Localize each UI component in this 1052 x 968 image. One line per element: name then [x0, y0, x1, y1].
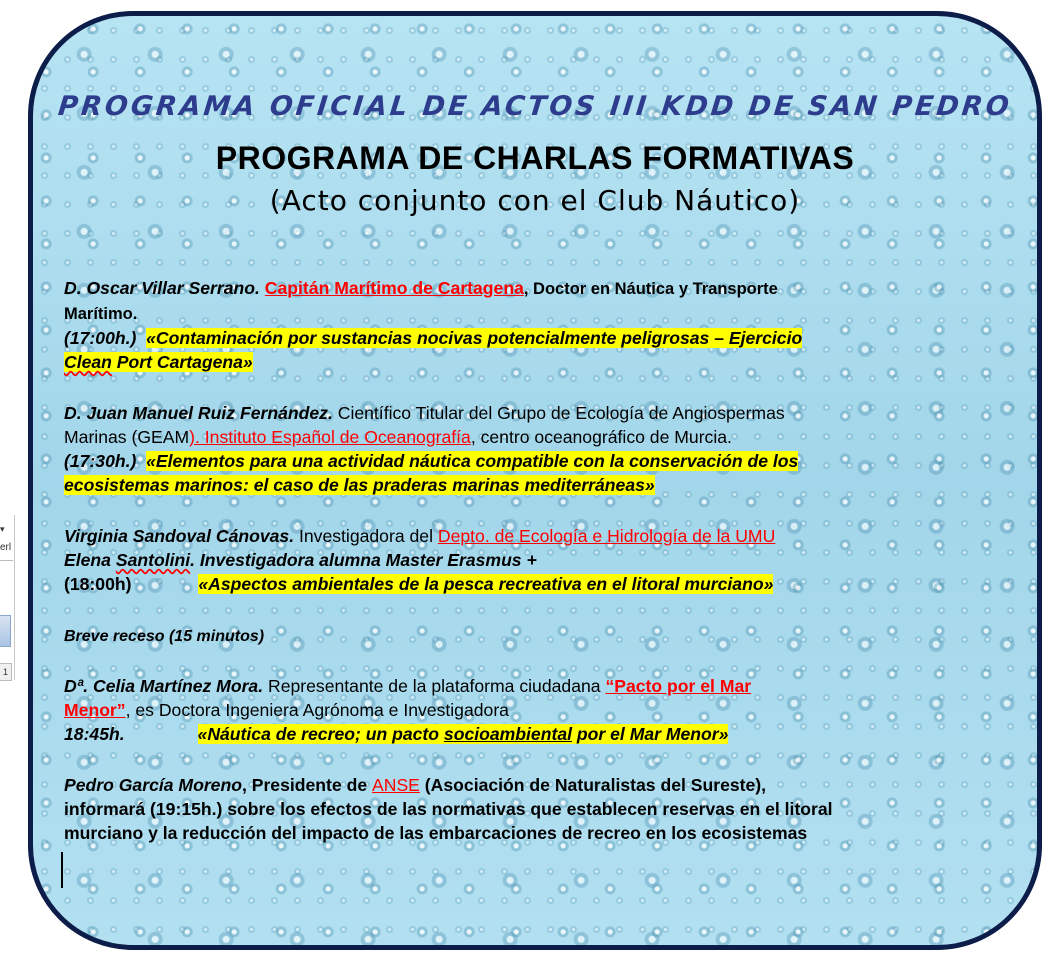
talk-3-speaker-b2: Santolini — [115, 550, 191, 570]
divider — [0, 560, 13, 561]
talk-2 — [64, 401, 1024, 497]
talk-3-speaker-b1: Elena — [64, 550, 116, 570]
page-number-box[interactable]: 1 — [0, 663, 12, 681]
talk-3-time: (18:00h) — [64, 574, 132, 594]
talk-3-org-link[interactable]: Depto. de Ecología e Hidrología de la UMU — [437, 526, 776, 546]
talk-4-role-b: , es Doctora Ingeniera Agrónoma e Investigadora — [125, 700, 509, 720]
talk-5-speaker: Pedro García Moreno — [64, 775, 242, 795]
talk-4-role-a: Representante de la plataforma ciudadana — [263, 676, 606, 696]
talk-2-time: (17:30h.) — [64, 451, 137, 471]
program-main-title: PROGRAMA OFICIAL DE ACTOS III KDD DE SAN PEDRO — [56, 91, 1014, 122]
program-panel — [28, 11, 1042, 950]
talk-2-role-b: Marinas (GEAM — [64, 427, 190, 447]
talk-3 — [64, 524, 1024, 596]
talk-1-title-b-spell: Clean — [64, 352, 112, 372]
break-text: Breve receso (15 minutos) — [64, 628, 265, 645]
talk-1-speaker: D. Oscar Villar Serrano. — [64, 278, 260, 298]
talk-4-speaker: Dª. Celia Martínez Mora. — [64, 676, 264, 696]
talk-1-time: (17:00h.) — [64, 328, 137, 348]
talk-1-org-link[interactable]: Capitán Marítimo de Cartagena — [264, 278, 524, 298]
talk-4-org-link-a[interactable]: “Pacto por el Mar — [605, 676, 752, 696]
talk-3-role-b: . Investigadora alumna Master Erasmus + — [190, 550, 537, 570]
talk-1-title-b — [64, 352, 253, 372]
talk-5-org-link[interactable]: ANSE — [372, 775, 420, 795]
text-cursor — [61, 852, 63, 888]
talk-4-title-a: «Náutica de recreo; un pacto — [197, 724, 444, 744]
talk-4-title — [198, 724, 729, 744]
talk-5-line-2: informará (19:15h.) sobre los efectos de las normativas que establecen reservas en el litoral — [64, 799, 833, 819]
talk-2-role-a: Científico Titular del Grupo de Ecología de Angiospermas — [332, 403, 785, 423]
talk-5-role-a: , Presidente de — [241, 775, 372, 795]
talk-4-org-link-b[interactable]: Menor” — [64, 700, 126, 720]
talk-1-title-a: «Contaminación por sustancias nocivas potencialmente peligrosas – Ejercicio — [146, 328, 803, 348]
talk-5-role-b: (Asociación de Naturalistas del Sureste), — [419, 775, 767, 795]
talk-2-org-link[interactable]: ). Instituto Español de Oceanografía — [189, 427, 471, 447]
dropdown-arrow-icon[interactable]: ▾ — [0, 525, 5, 535]
word-fragment-text: erl — [0, 542, 12, 553]
program-note: (Acto conjunto con el Club Náutico) — [269, 184, 801, 217]
talk-5 — [64, 773, 1024, 845]
talk-1 — [64, 276, 1024, 374]
talk-4 — [64, 674, 1024, 746]
word-ui-fragment — [0, 515, 15, 680]
talk-1-role-a: , Doctor en Náutica y Transporte — [523, 280, 778, 298]
talk-1-role-b: Marítimo. — [64, 305, 138, 323]
talk-3-role-a: Investigadora del — [294, 526, 438, 546]
talk-3-title: «Aspectos ambientales de la pesca recreativa en el litoral murciano» — [198, 574, 774, 594]
talk-1-title-b-rest: Port Cartagena» — [111, 352, 253, 372]
talk-4-title-c: por el Mar Menor» — [572, 724, 729, 744]
break — [64, 625, 1024, 649]
talk-3-speaker-a: Virginia Sandoval Cánovas. — [64, 526, 295, 546]
talk-5-line-3: murciano y la reducción del impacto de las embarcaciones de recreo en los ecosistemas — [64, 823, 808, 843]
talk-2-speaker: D. Juan Manuel Ruiz Fernández. — [64, 403, 333, 423]
talk-2-title-b: ecosistemas marinos: el caso de las praderas marinas mediterráneas» — [64, 475, 655, 495]
talk-4-title-b: socioambiental — [443, 724, 573, 744]
ribbon-button-icon[interactable] — [0, 615, 11, 647]
talk-2-role-c: , centro oceanográfico de Murcia. — [470, 427, 732, 447]
program-subtitle: PROGRAMA DE CHARLAS FORMATIVAS — [215, 140, 855, 176]
talk-4-time: 18:45h. — [64, 724, 125, 744]
talk-2-title-a: «Elementos para una actividad náutica compatible con la conservación de los — [146, 451, 799, 471]
